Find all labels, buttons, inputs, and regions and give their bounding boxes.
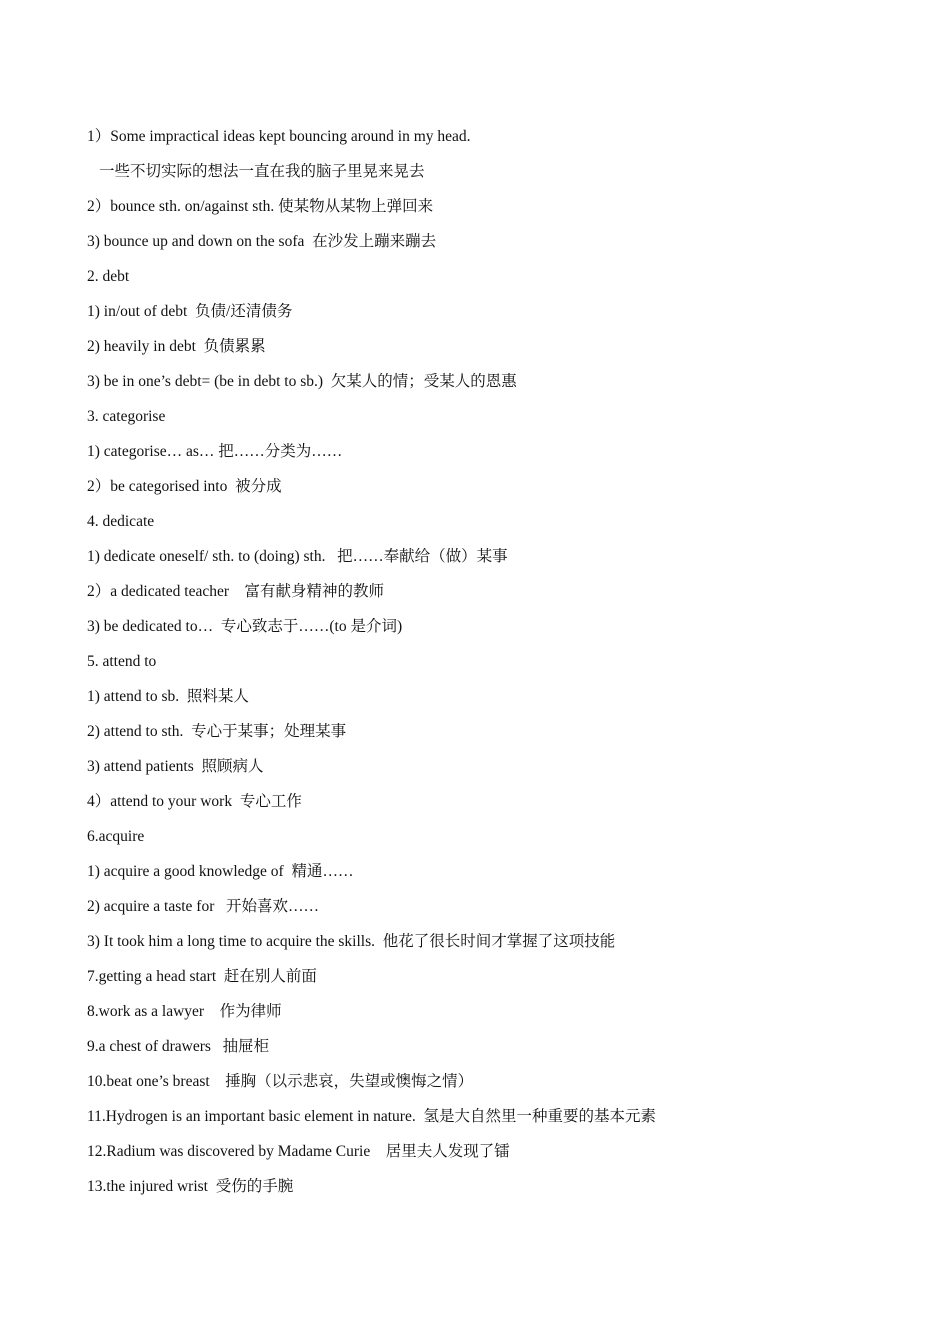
document-body <box>87 124 887 1209</box>
text-line: 3) attend patients 照顾病人 <box>87 758 264 775</box>
text-line: 4）attend to your work 专心工作 <box>87 793 302 810</box>
text-line: 2）a dedicated teacher 富有献身精神的教师 <box>87 583 384 600</box>
text-line: 10.beat one’s breast 捶胸（以示悲哀，失望或懊悔之情） <box>87 1073 474 1090</box>
text-line: 3) It took him a long time to acquire the skills. 他花了很长时间才掌握了这项技能 <box>87 933 616 950</box>
text-line: 3) bounce up and down on the sofa 在沙发上蹦来蹦去 <box>87 233 437 250</box>
text-line: 2）be categorised into 被分成 <box>87 478 282 495</box>
text-line: 1) attend to sb. 照料某人 <box>87 688 249 705</box>
text-line: 1）Some impractical ideas kept bouncing around in my head. <box>87 128 471 145</box>
text-line: 3) be in one’s debt= (be in debt to sb.) 欠某人的情；受某人的恩惠 <box>87 373 517 390</box>
text-line: 2) acquire a taste for 开始喜欢…… <box>87 898 320 915</box>
text-line: 11.Hydrogen is an important basic element in nature. 氢是大自然里一种重要的基本元素 <box>87 1108 656 1125</box>
text-line: 2) attend to sth. 专心于某事；处理某事 <box>87 723 347 740</box>
section-heading: 6.acquire <box>87 828 145 845</box>
section-heading: 2. debt <box>87 268 130 285</box>
text-line: 3) be dedicated to… 专心致志于……(to 是介词) <box>87 618 403 635</box>
text-line: 1) acquire a good knowledge of 精通…… <box>87 863 354 880</box>
text-line: 1) dedicate oneself/ sth. to (doing) sth. 把……奉献给（做）某事 <box>87 548 508 565</box>
text-line: 2）bounce sth. on/against sth. 使某物从某物上弹回来 <box>87 198 434 215</box>
text-line: 8.work as a lawyer 作为律师 <box>87 1003 282 1020</box>
text-line: 7.getting a head start 赶在别人前面 <box>87 968 317 985</box>
section-heading: 4. dedicate <box>87 513 155 530</box>
text-line: 2) heavily in debt 负债累累 <box>87 338 266 355</box>
text-line: 9.a chest of drawers 抽屉柜 <box>87 1038 270 1055</box>
section-heading: 3. categorise <box>87 408 166 425</box>
text-line: 13.the injured wrist 受伤的手腕 <box>87 1178 294 1195</box>
text-line: 一些不切实际的想法一直在我的脑子里晃来晃去 <box>99 163 425 180</box>
text-line: 12.Radium was discovered by Madame Curie 居里夫人发现了镭 <box>87 1143 510 1160</box>
text-line: 1) in/out of debt 负债/还清债务 <box>87 303 293 320</box>
section-heading: 5. attend to <box>87 653 157 670</box>
text-line: 1) categorise… as… 把……分类为…… <box>87 443 343 460</box>
